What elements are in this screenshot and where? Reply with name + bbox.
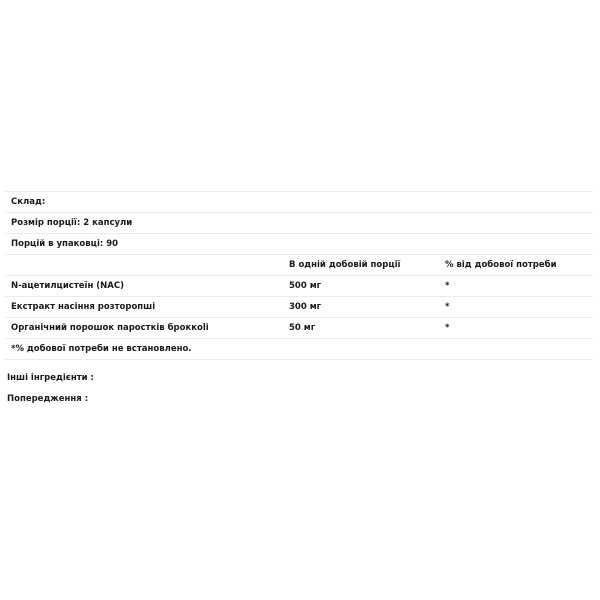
servings-per-container: Порцій в упаковці: 90 — [5, 234, 593, 255]
ingredient-amount: 500 мг — [283, 276, 439, 297]
header-empty — [5, 255, 283, 276]
ingredient-name: Екстракт насіння розторопші — [5, 297, 283, 318]
column-header-row — [5, 255, 593, 276]
ingredient-row — [5, 276, 593, 297]
ingredient-amount: 300 мг — [283, 297, 439, 318]
ingredient-row — [5, 318, 593, 339]
serving-size: Розмір порції: 2 капсули — [5, 213, 593, 234]
other-ingredients-label: Інші інгредієнти : — [7, 373, 94, 383]
ingredient-row — [5, 297, 593, 318]
ingredient-dv: * — [439, 297, 593, 318]
footnote: *% добової потреби не встановлено. — [5, 339, 593, 360]
ingredient-name: N-ацетилцистеїн (NAC) — [5, 276, 283, 297]
ingredient-amount: 50 мг — [283, 318, 439, 339]
footnote-row — [5, 339, 593, 360]
serving-size-row — [5, 213, 593, 234]
ingredient-dv: * — [439, 318, 593, 339]
composition-label: Склад: — [5, 192, 593, 213]
composition-row — [5, 192, 593, 213]
ingredient-dv: * — [439, 276, 593, 297]
servings-per-container-row — [5, 234, 593, 255]
ingredient-name: Органічний порошок паростків броккolі — [5, 318, 283, 339]
supplement-facts-table — [5, 191, 593, 360]
header-per-serving: В одній добовій порції — [283, 255, 439, 276]
warnings-label: Попередження : — [7, 394, 89, 404]
header-daily-value: % від добової потреби — [439, 255, 593, 276]
